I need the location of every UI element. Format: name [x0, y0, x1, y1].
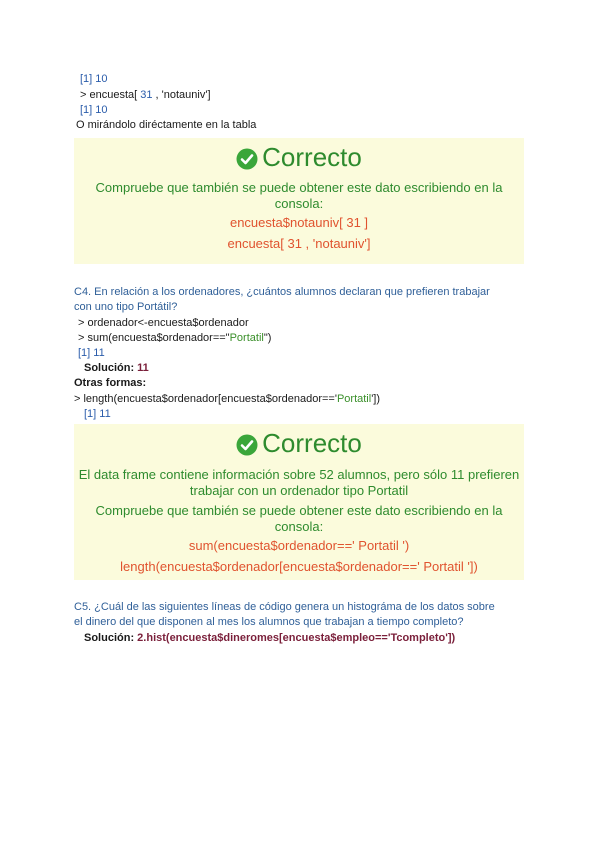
console-command-4 [74, 392, 380, 406]
console-command-1 [80, 88, 211, 102]
question-c5-line2: el dinero del que disponen al mes los alumnos que trabajan a tiempo completo? [74, 616, 464, 628]
solution-value: 11 [137, 362, 149, 374]
command-rest: ") [263, 332, 272, 344]
command-number: 31 [140, 89, 153, 101]
command-string: Portatil [229, 332, 264, 344]
output-value: 10 [95, 104, 108, 116]
feedback-message-2: Compruebe que también se puede obtener este dato escribiendo en la consola: [95, 503, 503, 534]
check-circle-icon [236, 432, 258, 454]
command-text: > encuesta[ [80, 89, 141, 101]
command-text: > length(encuesta$ordenador[encuesta$ordenador==' [74, 393, 337, 405]
command-string: Portatil [336, 393, 372, 405]
console-output-1 [80, 72, 108, 86]
console-command-3 [78, 331, 271, 345]
command-rest: ']) [371, 393, 381, 405]
question-c5-line1: C5. ¿Cuál de las siguientes líneas de código genera un histográma de los datos sobre [74, 601, 495, 613]
code-hint-2: encuesta[ 31 , 'notauniv'] [227, 236, 371, 251]
command-rest: , 'notauniv'] [152, 89, 211, 101]
feedback-title-row [74, 428, 524, 458]
solution-label: Solución: [84, 362, 138, 374]
feedback-title: Correcto [262, 142, 362, 172]
output-value: 10 [95, 73, 108, 85]
note-text: O mirándolo diréctamente en la tabla [76, 119, 257, 131]
code-hint-1: encuesta$notauniv[ 31 ] [229, 215, 369, 230]
code-hint-1: sum(encuesta$ordenador==' Portatil ') [188, 538, 410, 553]
console-output-3: [1] 11 [78, 347, 105, 359]
solution-value: 2.hist(encuesta$dineromes[encuesta$empleo=='Tcompleto']) [137, 632, 456, 644]
output-prefix: [1] [80, 104, 96, 116]
console-output-2 [80, 103, 108, 117]
feedback-box-correct-2 [74, 424, 524, 580]
solution-c4 [84, 361, 149, 375]
solution-c5 [84, 631, 455, 645]
solution-label: Solución: [84, 632, 138, 644]
feedback-title: Correcto [262, 428, 362, 458]
feedback-message: Compruebe que también se puede obtener este dato escribiendo en la consola: [95, 180, 503, 211]
check-circle-icon [236, 146, 258, 168]
other-forms-label: Otras formas: [74, 377, 147, 389]
feedback-title-row [74, 142, 524, 172]
console-command-2: > ordenador<-encuesta$ordenador [78, 317, 249, 329]
console-output-4: [1] 11 [84, 408, 111, 420]
command-text: > sum(encuesta$ordenador==" [78, 332, 230, 344]
feedback-box-correct-1 [74, 138, 524, 264]
question-c4-line1: C4. En relación a los ordenadores, ¿cuántos alumnos declaran que prefieren trabajar [74, 286, 490, 298]
code-hint-2: length(encuesta$ordenador[encuesta$ordenador==' Portatil ']) [120, 559, 478, 574]
output-prefix: [1] [80, 73, 96, 85]
question-c4-line2: con uno tipo Portátil? [74, 301, 178, 313]
feedback-message-1: El data frame contiene información sobre 52 alumnos, pero sólo 11 prefieren trabajar con un ordenador tipo Portatil [78, 467, 520, 498]
